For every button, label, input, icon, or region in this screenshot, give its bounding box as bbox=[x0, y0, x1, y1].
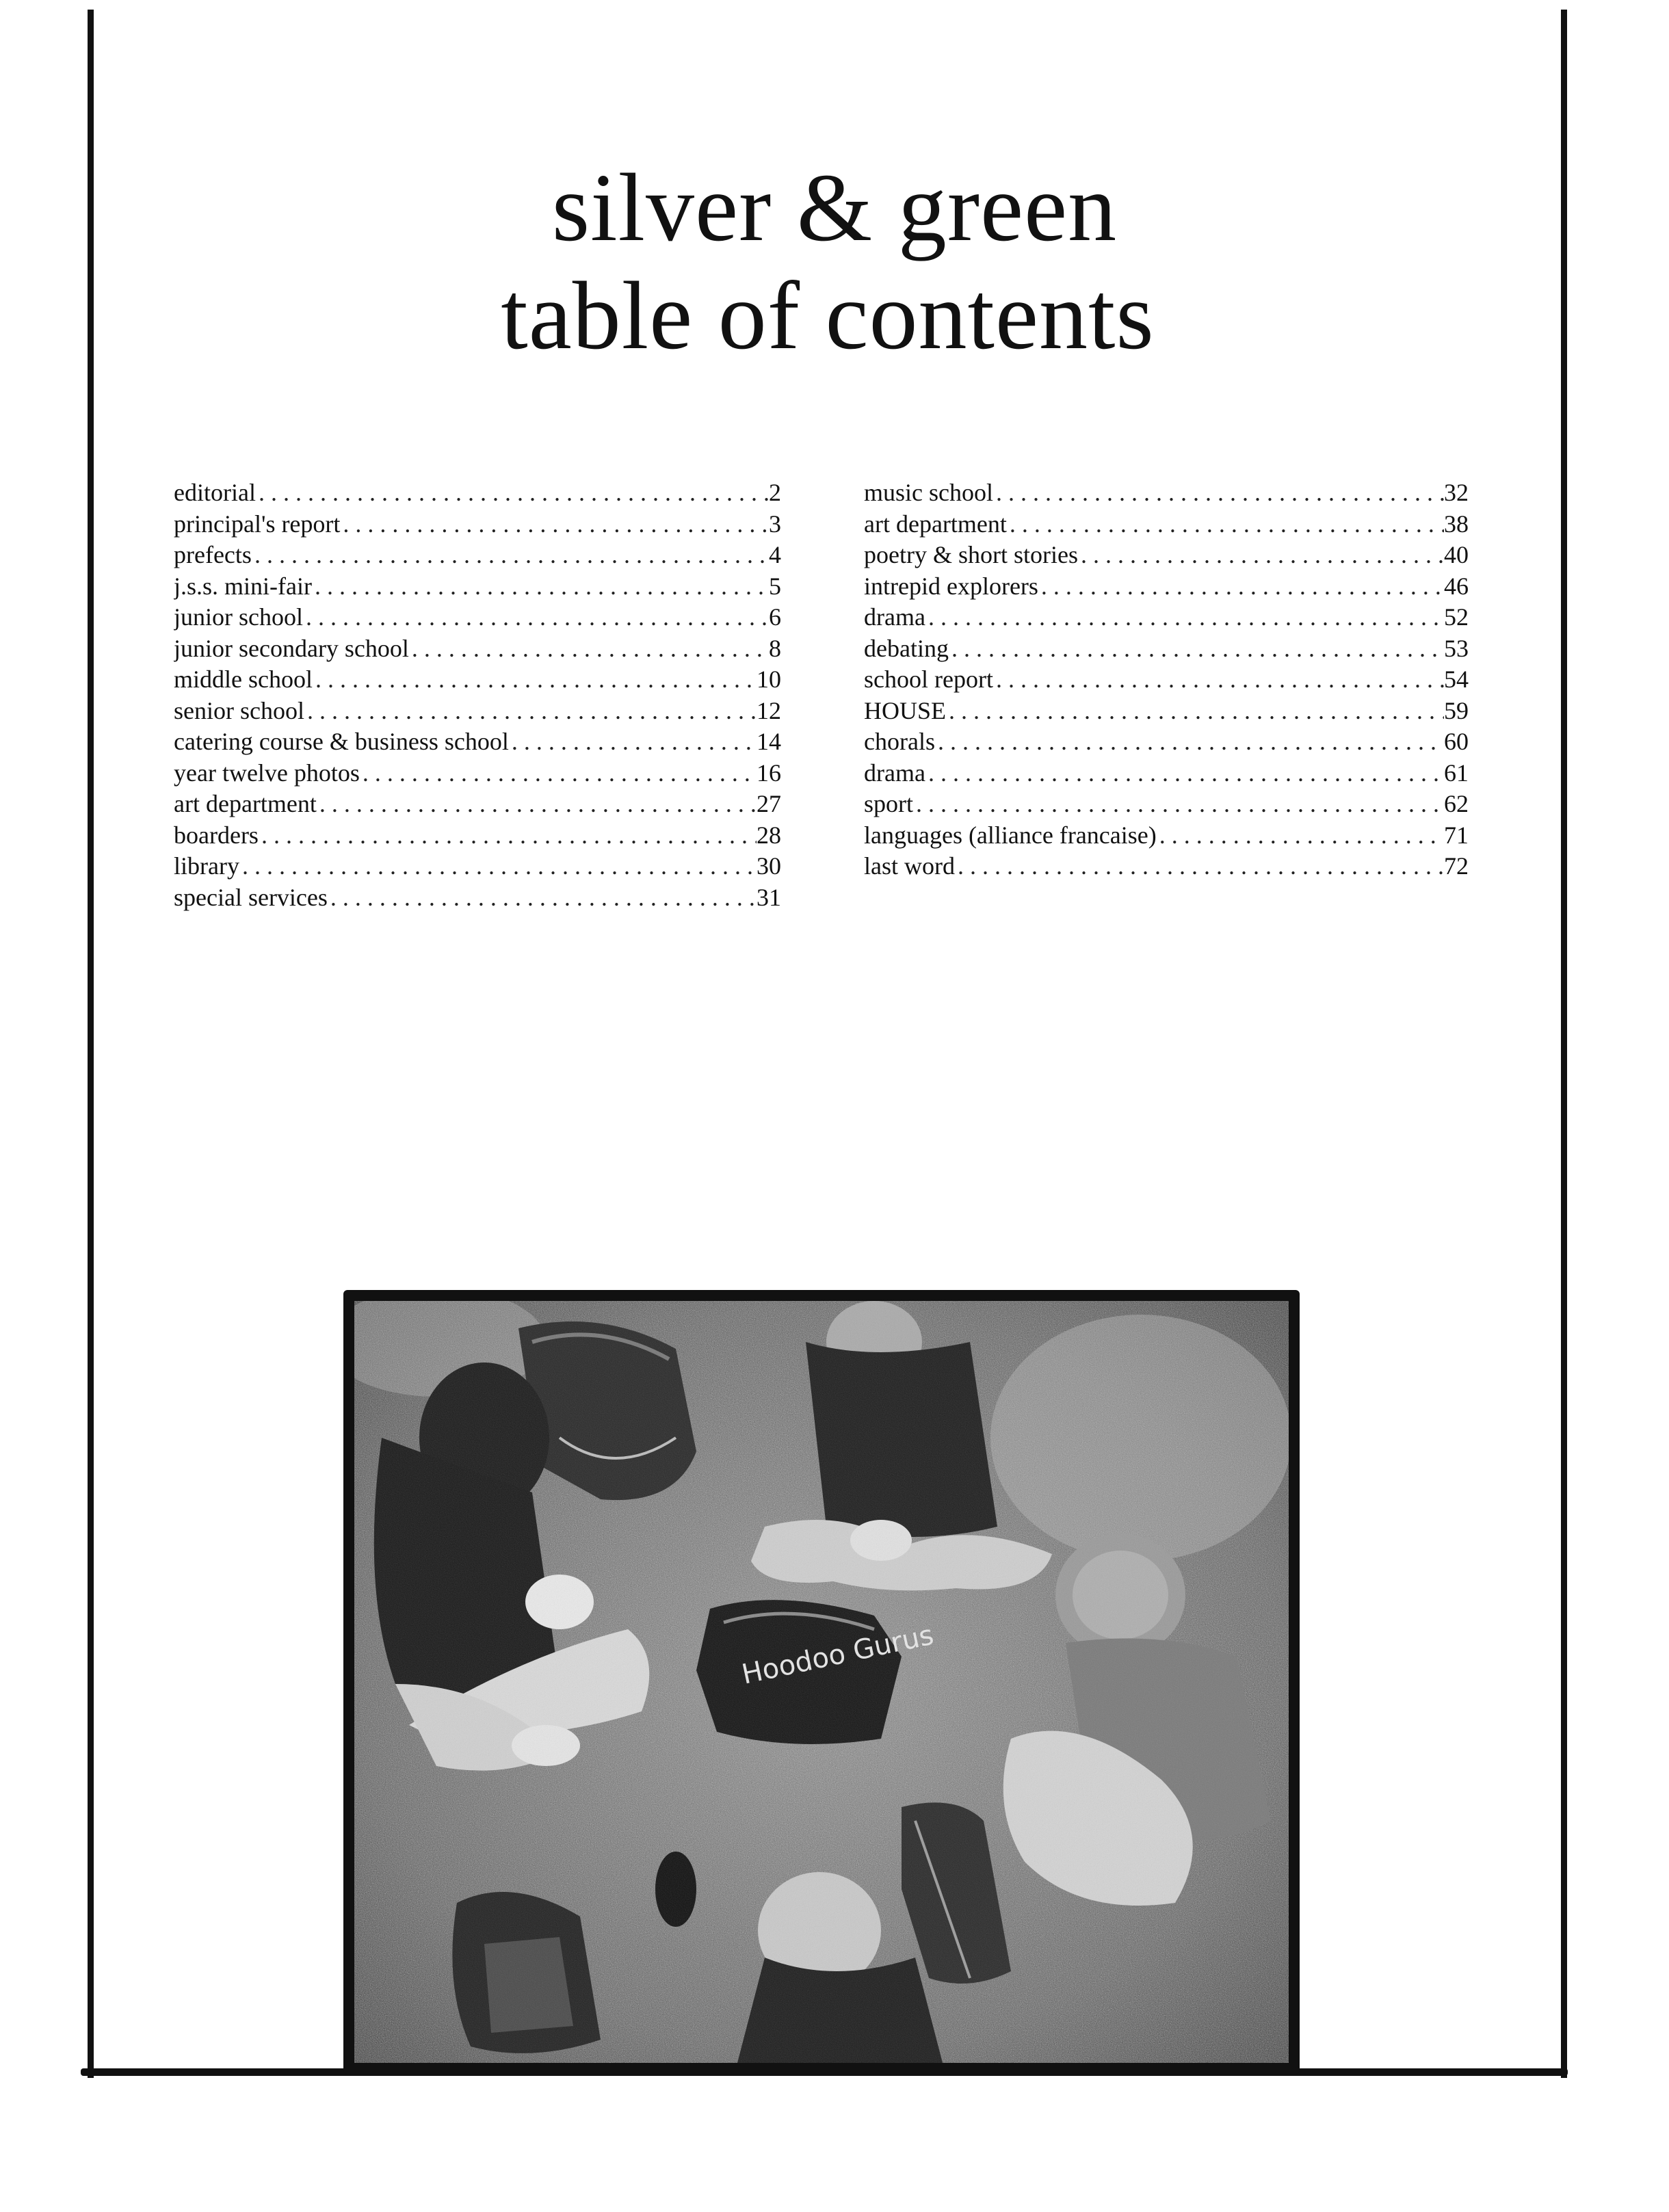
toc-entry bbox=[174, 509, 781, 540]
toc-right-column bbox=[864, 477, 1469, 882]
toc-entry-page: 5 bbox=[769, 572, 781, 600]
toc-entry-page: 52 bbox=[1444, 603, 1469, 631]
toc-entry-page: 62 bbox=[1444, 790, 1469, 817]
toc-leader-dots bbox=[993, 477, 1444, 509]
toc-entry-page: 28 bbox=[757, 821, 781, 849]
toc-entry-page: 71 bbox=[1444, 821, 1469, 849]
toc-leader-dots bbox=[313, 664, 757, 696]
toc-entry-label: debating bbox=[864, 634, 949, 662]
toc-leader-dots bbox=[993, 664, 1444, 696]
toc-entry-page: 14 bbox=[757, 728, 781, 755]
toc-entry-label: middle school bbox=[174, 666, 313, 693]
toc-entry bbox=[864, 509, 1469, 540]
toc-entry bbox=[864, 851, 1469, 882]
toc-entry bbox=[864, 477, 1469, 509]
toc-entry-page: 6 bbox=[769, 603, 781, 631]
toc-entry-page: 53 bbox=[1444, 634, 1469, 662]
toc-leader-dots bbox=[955, 851, 1444, 882]
toc-entry bbox=[864, 726, 1469, 758]
toc-leader-dots bbox=[259, 820, 757, 852]
toc-entry-label: principal's report bbox=[174, 510, 341, 538]
toc-leader-dots bbox=[252, 540, 769, 571]
toc-entry bbox=[864, 664, 1469, 696]
toc-entry bbox=[174, 726, 781, 758]
toc-leader-dots bbox=[913, 789, 1444, 820]
toc-entry bbox=[174, 882, 781, 914]
page-subtitle: table of contents bbox=[501, 261, 1155, 369]
toc-entry-label: prefects bbox=[174, 541, 252, 568]
toc-entry bbox=[174, 633, 781, 665]
toc-entry bbox=[174, 851, 781, 882]
toc-entry-label: boarders bbox=[174, 821, 259, 849]
student-group-photo bbox=[343, 1290, 1300, 2074]
toc-entry-page: 59 bbox=[1444, 696, 1469, 724]
toc-leader-dots bbox=[925, 602, 1444, 633]
toc-leader-dots bbox=[312, 571, 769, 603]
toc-entry bbox=[174, 789, 781, 820]
toc-left-column bbox=[174, 477, 781, 913]
toc-entry-label: drama bbox=[864, 603, 925, 631]
toc-entry-label: year twelve photos bbox=[174, 759, 360, 787]
toc-entry-label: senior school bbox=[174, 696, 304, 724]
toc-entry bbox=[864, 789, 1469, 820]
toc-entry bbox=[864, 571, 1469, 603]
toc-entry bbox=[174, 820, 781, 852]
toc-entry bbox=[174, 540, 781, 571]
toc-entry-label: sport bbox=[864, 790, 913, 817]
toc-leader-dots bbox=[1038, 571, 1444, 603]
toc-entry-label: intrepid explorers bbox=[864, 572, 1038, 600]
toc-entry-page: 10 bbox=[757, 666, 781, 693]
toc-entry-label: languages (alliance francaise) bbox=[864, 821, 1157, 849]
toc-entry-page: 30 bbox=[757, 852, 781, 880]
toc-leader-dots bbox=[328, 882, 757, 914]
page-title: silver & green bbox=[551, 153, 1118, 261]
toc-leader-dots bbox=[304, 696, 757, 727]
toc-entry bbox=[174, 602, 781, 633]
toc-entry bbox=[174, 696, 781, 727]
toc-entry-label: school report bbox=[864, 666, 993, 693]
toc-entry-label: editorial bbox=[174, 479, 256, 506]
toc-entry bbox=[864, 758, 1469, 789]
toc-entry-label: junior secondary school bbox=[174, 634, 409, 662]
toc-entry bbox=[864, 540, 1469, 571]
toc-entry bbox=[864, 602, 1469, 633]
toc-entry-label: special services bbox=[174, 883, 328, 911]
toc-entry-label: junior school bbox=[174, 603, 303, 631]
toc-leader-dots bbox=[509, 726, 757, 758]
toc-leader-dots bbox=[409, 633, 769, 665]
toc-entry bbox=[864, 696, 1469, 727]
toc-entry bbox=[174, 758, 781, 789]
toc-entry-page: 40 bbox=[1444, 541, 1469, 568]
toc-entry-page: 38 bbox=[1444, 510, 1469, 538]
toc-entry-label: last word bbox=[864, 852, 955, 880]
toc-leader-dots bbox=[317, 789, 757, 820]
toc-entry-label: poetry & short stories bbox=[864, 541, 1078, 568]
toc-entry-page: 54 bbox=[1444, 666, 1469, 693]
toc-entry-page: 2 bbox=[769, 479, 781, 506]
toc-entry-page: 31 bbox=[757, 883, 781, 911]
toc-entry-label: music school bbox=[864, 479, 993, 506]
toc-leader-dots bbox=[340, 509, 769, 540]
toc-entry-page: 8 bbox=[769, 634, 781, 662]
toc-entry bbox=[174, 477, 781, 509]
toc-entry bbox=[174, 571, 781, 603]
toc-leader-dots bbox=[1157, 820, 1444, 852]
toc-leader-dots bbox=[360, 758, 757, 789]
toc-leader-dots bbox=[946, 696, 1444, 727]
toc-entry-page: 61 bbox=[1444, 759, 1469, 787]
toc-entry-page: 4 bbox=[769, 541, 781, 568]
toc-entry-page: 3 bbox=[769, 510, 781, 538]
bag-writing: Hoodoo Gurus bbox=[739, 1619, 936, 1691]
toc-entry-page: 46 bbox=[1444, 572, 1469, 600]
toc-entry-label: art department bbox=[864, 510, 1007, 538]
toc-leader-dots bbox=[256, 477, 769, 509]
toc-leader-dots bbox=[1007, 509, 1444, 540]
toc-entry-label: HOUSE bbox=[864, 696, 947, 724]
toc-entry-page: 12 bbox=[757, 696, 781, 724]
toc-leader-dots bbox=[1078, 540, 1444, 571]
toc-entry bbox=[174, 664, 781, 696]
photo-illustration bbox=[354, 1301, 1289, 2063]
toc-entry bbox=[864, 633, 1469, 665]
toc-entry-label: catering course & business school bbox=[174, 728, 509, 755]
toc-leader-dots bbox=[925, 758, 1444, 789]
toc-leader-dots bbox=[935, 726, 1444, 758]
toc-entry-label: chorals bbox=[864, 728, 935, 755]
toc-entry-label: library bbox=[174, 852, 239, 880]
toc-entry-page: 60 bbox=[1444, 728, 1469, 755]
toc-entry-page: 27 bbox=[757, 790, 781, 817]
toc-leader-dots bbox=[303, 602, 769, 633]
toc-entry bbox=[864, 820, 1469, 852]
toc-entry-page: 32 bbox=[1444, 479, 1469, 506]
toc-leader-dots bbox=[949, 633, 1444, 665]
toc-entry-page: 72 bbox=[1444, 852, 1469, 880]
toc-entry-page: 16 bbox=[757, 759, 781, 787]
toc-entry-label: art department bbox=[174, 790, 317, 817]
toc-entry-label: j.s.s. mini-fair bbox=[174, 572, 312, 600]
toc-entry-label: drama bbox=[864, 759, 925, 787]
toc-leader-dots bbox=[239, 851, 757, 882]
